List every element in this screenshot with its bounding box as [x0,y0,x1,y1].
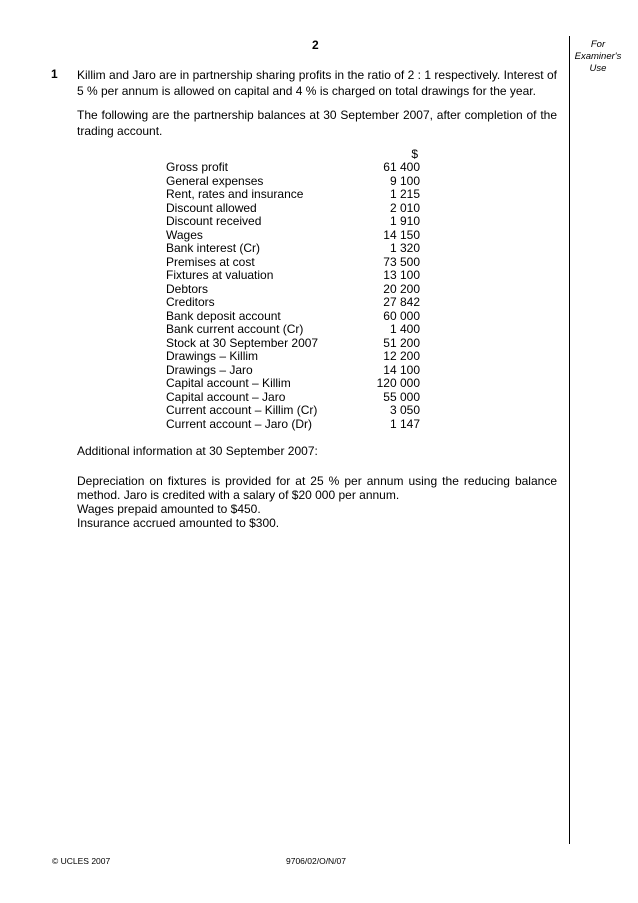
question-number: 1 [51,67,58,81]
balance-label: Gross profit [166,160,229,174]
balance-value: 60 000 [383,308,420,323]
additional-info-line: Wages prepaid amounted to $450. [77,502,261,516]
balance-label: Rent, rates and insurance [166,187,304,201]
balance-label: Discount allowed [166,200,257,215]
balance-row [166,404,420,418]
balance-label: Capital account – Jaro [166,389,286,404]
balance-row [166,175,420,189]
additional-info [77,474,557,530]
balance-value: 20 200 [383,281,420,296]
balance-row [166,391,420,405]
footer-paper-code: 9706/02/O/N/07 [286,856,347,866]
balances-list [166,161,420,431]
additional-info-line: Depreciation on fixtures is provided for at 25 % per annum using the reducing balance method. Jaro is credited with a salary of $20 000 per annum. [77,474,557,502]
balance-value: 2 010 [389,200,420,215]
balance-label: Fixtures at valuation [166,268,274,282]
balance-label: Discount received [166,214,262,228]
balance-row [166,310,420,324]
balance-value: 27 842 [383,295,420,309]
balance-value: 1 320 [389,241,420,255]
balance-label: Bank interest (Cr) [166,241,261,255]
balance-row [166,215,420,229]
balance-row [166,269,420,283]
balance-label: Drawings – Killim [166,349,259,363]
balance-row [166,256,420,270]
balance-label: Bank current account (Cr) [166,322,304,336]
margin-note-line: For [590,39,606,50]
balance-value: 1 147 [389,416,420,431]
balances-intro: The following are the partnership balances at 30 September 2007, after completion of the trading account. [77,108,557,138]
balance-value: 120 000 [376,376,420,390]
margin-note-line: Use [589,63,607,74]
balance-value: 3 050 [389,403,420,417]
balance-value: 1 400 [389,322,420,336]
balance-row [166,283,420,297]
balance-row [166,418,420,432]
balance-row [166,323,420,337]
balance-value: 61 400 [383,160,420,174]
balance-value: 1 215 [389,187,420,201]
additional-info-line: Insurance accrued amounted to $300. [77,516,280,530]
balance-row [166,188,420,202]
page-number: 2 [312,38,319,52]
balance-label: Bank deposit account [166,308,281,323]
balance-row [166,296,420,310]
balance-row [166,229,420,243]
balance-value: 12 200 [383,349,420,363]
examiner-margin-note [568,39,628,75]
currency-column-heading: $ [411,147,418,161]
balance-label: Wages [166,227,203,242]
balance-row [166,202,420,216]
balance-label: Capital account – Killim [166,376,291,390]
balance-value: 1 910 [389,214,420,228]
balance-value: 55 000 [383,389,420,404]
additional-info-heading: Additional information at 30 September 2007: [77,444,318,458]
balance-row [166,364,420,378]
balance-row [166,242,420,256]
balance-label: Drawings – Jaro [166,362,253,377]
balance-row [166,161,420,175]
balance-value: 51 200 [383,335,420,350]
balance-label: General expenses [166,173,264,188]
balance-row [166,377,420,391]
balance-label: Debtors [166,281,209,296]
examiner-margin-rule [569,36,570,844]
balance-label: Current account – Jaro (Dr) [166,416,313,431]
balance-value: 14 100 [383,362,420,377]
question-intro: Killim and Jaro are in partnership sharing profits in the ratio of 2 : 1 respectively. Interest of 5 % per annum is allowed on capital and 4 % is charged on total drawings for the year. [77,68,557,98]
margin-note-line: Examiner's [574,51,622,62]
balance-row [166,350,420,364]
balance-label: Stock at 30 September 2007 [166,335,319,350]
balance-row [166,337,420,351]
footer-copyright: © UCLES 2007 [52,856,111,866]
balance-label: Premises at cost [166,254,255,269]
balance-value: 14 150 [383,227,420,242]
balance-label: Current account – Killim (Cr) [166,403,318,417]
balance-value: 13 100 [383,268,420,282]
balance-label: Creditors [166,295,215,309]
balance-value: 73 500 [383,254,420,269]
balance-value: 9 100 [389,173,420,188]
